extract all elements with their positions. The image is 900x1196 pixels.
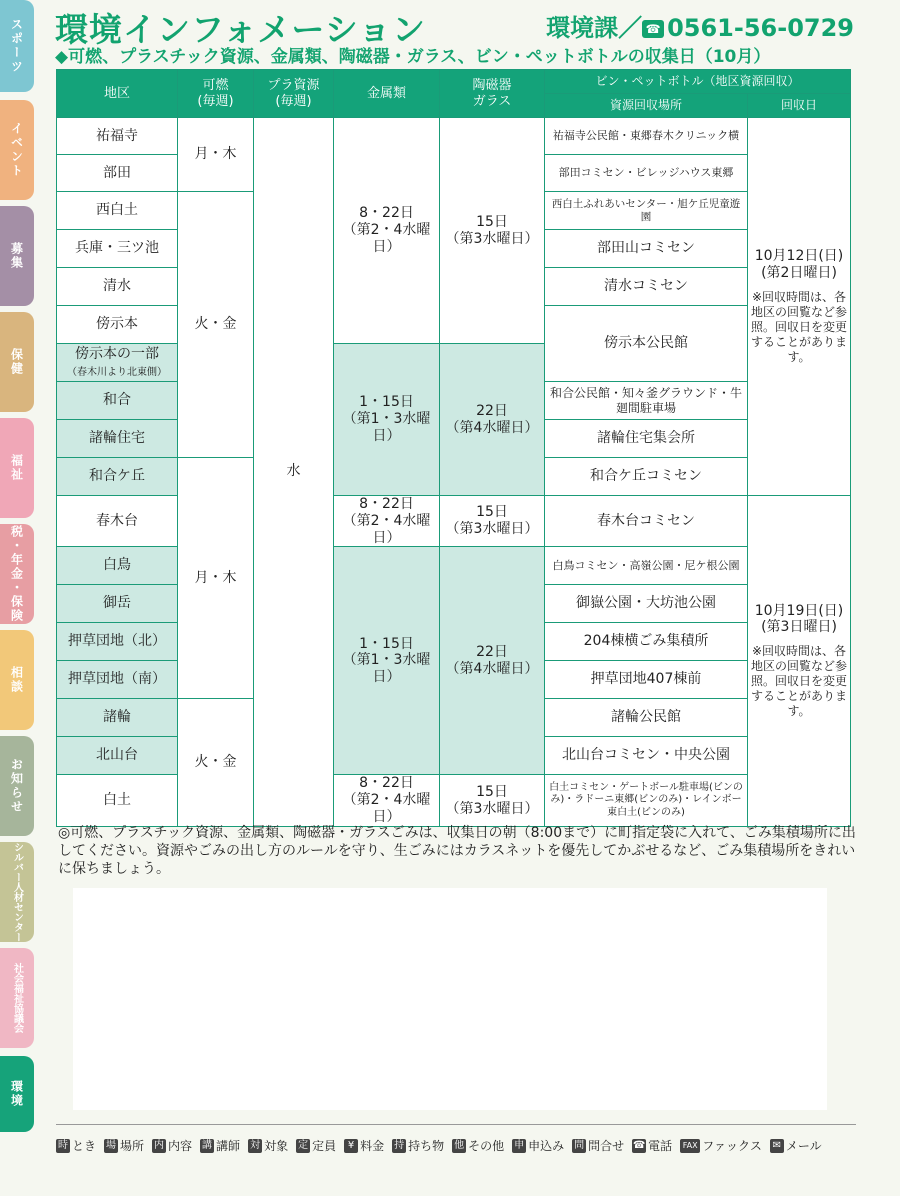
area-cell: 諸輪住宅 bbox=[57, 420, 178, 458]
sidebar-tab-label: 社会福祉協議会 bbox=[11, 963, 23, 1033]
ceramic-dates: 15日 bbox=[476, 504, 508, 521]
legend-item-fax bbox=[680, 1137, 762, 1154]
phone-icon: ☎ bbox=[632, 1139, 646, 1151]
metal-dates: 8・22日 bbox=[359, 496, 414, 512]
place-cell: 白鳥コミセン・高嶺公園・尼ケ根公園 bbox=[545, 547, 748, 585]
burnable-cell: 火・金 bbox=[178, 699, 254, 826]
legend-label: 持ち物 bbox=[408, 1139, 445, 1153]
content-icon: 内 bbox=[154, 1139, 165, 1151]
metal-weekdays: （第2・4水曜日） bbox=[342, 512, 431, 546]
area-cell: 西白土 bbox=[57, 192, 178, 230]
header-ceramic-glass: 陶磁器 ガラス bbox=[440, 70, 545, 118]
legend-label: とき bbox=[72, 1139, 97, 1153]
sidebar-tab-health[interactable] bbox=[0, 312, 34, 412]
sidebar-tab-label: 環境 bbox=[9, 1080, 24, 1108]
collection-day-cell bbox=[748, 496, 851, 827]
metal-weekdays: （第1・3水曜日） bbox=[342, 411, 431, 444]
metal-cell bbox=[334, 496, 440, 547]
legend-item-belongings bbox=[392, 1137, 444, 1154]
area-cell: 和合ケ丘 bbox=[57, 458, 178, 496]
blank-panel bbox=[73, 888, 827, 1110]
metal-dates: 8・22日 bbox=[359, 775, 414, 792]
legend-item-place bbox=[104, 1137, 144, 1154]
burnable-cell: 火・金 bbox=[178, 192, 254, 458]
area-cell: 白鳥 bbox=[57, 547, 178, 585]
header-bottle-place: 資源回収場所 bbox=[545, 94, 748, 118]
metal-weekdays: （第2・4水曜日） bbox=[342, 222, 431, 255]
legend-item-phone bbox=[632, 1137, 672, 1154]
ceramic-cell bbox=[440, 344, 545, 496]
sidebar-tab-label: スポーツ bbox=[9, 18, 24, 74]
legend-label: 内容 bbox=[168, 1139, 193, 1153]
collection-weekday: (第2日曜日) bbox=[761, 265, 837, 281]
legend-item-capacity bbox=[296, 1137, 336, 1154]
ceramic-weekdays: （第3水曜日） bbox=[445, 230, 539, 247]
header-bottle-day: 回収日 bbox=[748, 94, 851, 118]
place-cell: 御嶽公園・大坊池公園 bbox=[545, 585, 748, 623]
sidebar-tab-sports[interactable] bbox=[0, 0, 34, 92]
sidebar-tab-label: 福祉 bbox=[9, 454, 24, 482]
area-cell: 清水 bbox=[57, 268, 178, 306]
ceramic-dates: 22日 bbox=[476, 402, 508, 419]
sidebar-tab-consult[interactable] bbox=[0, 630, 34, 730]
metal-dates: 1・15日 bbox=[359, 394, 414, 411]
place-cell: 押草団地407棟前 bbox=[545, 661, 748, 699]
area-cell: 押草団地（南） bbox=[57, 661, 178, 699]
mail-icon: ✉ bbox=[770, 1139, 784, 1153]
metal-cell bbox=[334, 775, 440, 826]
ceramic-dates: 15日 bbox=[476, 783, 508, 800]
area-cell: 押草団地（北） bbox=[57, 623, 178, 661]
header-bottle-group: ビン・ペットボトル（地区資源回収） bbox=[545, 70, 851, 94]
disposal-rules-note: ◎可燃、プラスチック資源、金属類、陶磁器・ガラスごみは、収集日の朝（8:00まで）に町指定袋に入れて、ごみ集積場所に出してください。資源やごみの出し方のルールを守り、生ごみにはカラスネットを優先してかぶせるなど、ごみ集積場所をきれいに保ちましょう。 bbox=[58, 825, 856, 878]
ceramic-cell bbox=[440, 775, 545, 826]
burnable-cell: 月・木 bbox=[178, 118, 254, 192]
time-icon: 時 bbox=[58, 1139, 68, 1151]
area-cell: 傍示本 bbox=[57, 306, 178, 344]
place-cell: 西白土ふれあいセンター・旭ケ丘児童遊園 bbox=[545, 192, 748, 230]
place-cell: 諸輪公民館 bbox=[545, 699, 748, 737]
metal-cell bbox=[334, 344, 440, 496]
legend-label: 申込み bbox=[528, 1139, 565, 1153]
legend-label: ファックス bbox=[702, 1139, 762, 1153]
metal-weekdays: （第2・4水曜日） bbox=[342, 792, 431, 825]
area-cell: 部田 bbox=[57, 155, 178, 192]
legend-label: 対象 bbox=[264, 1139, 289, 1153]
legend-label: 場所 bbox=[120, 1139, 145, 1153]
ceramic-cell bbox=[440, 547, 545, 775]
sidebar-tab-environment[interactable] bbox=[0, 1056, 34, 1132]
place-cell: 北山台コミセン・中央公園 bbox=[545, 737, 748, 775]
collection-note: ※回収時間は、各地区の回覧など参照。回収日を変更することがあります。 bbox=[751, 289, 848, 364]
metal-dates: 1・15日 bbox=[359, 635, 414, 652]
metal-cell bbox=[334, 547, 440, 775]
sidebar-tab-label: 募集 bbox=[9, 242, 24, 270]
icon-legend bbox=[56, 1137, 856, 1154]
place-cell: 傍示本公民館 bbox=[545, 306, 748, 382]
metal-cell bbox=[334, 118, 440, 344]
legend-label: 定員 bbox=[312, 1139, 337, 1153]
sidebar-tab-label: 税・年金・保険 bbox=[9, 525, 24, 623]
other-icon: 他 bbox=[454, 1139, 465, 1151]
sidebar-tab-label: 相談 bbox=[9, 666, 24, 694]
ceramic-dates: 15日 bbox=[476, 213, 508, 230]
area-cell: 御岳 bbox=[57, 585, 178, 623]
collection-note: ※回収時間は、各地区の回覧など参照。回収日を変更することがあります。 bbox=[751, 644, 848, 719]
phone-icon: ☎ bbox=[642, 20, 664, 38]
collection-schedule-table bbox=[56, 69, 851, 827]
collection-date: 10月12日(日) bbox=[754, 248, 844, 265]
sidebar-tab-label: お知らせ bbox=[9, 758, 24, 814]
ceramic-weekdays: （第4水曜日） bbox=[445, 419, 539, 436]
divider bbox=[56, 1124, 856, 1125]
legend-label: メール bbox=[785, 1139, 822, 1153]
sidebar-tab-silver[interactable] bbox=[0, 842, 34, 942]
collection-day-cell bbox=[748, 118, 851, 496]
place-cell: 祐福寺公民館・東郷春木クリニック横 bbox=[545, 118, 748, 155]
area-name: 傍示本の一部 bbox=[75, 345, 159, 362]
department-name: 環境課／ bbox=[546, 14, 643, 42]
lecturer-icon: 講 bbox=[202, 1139, 213, 1151]
ceramic-weekdays: （第3水曜日） bbox=[445, 800, 539, 817]
fax-icon: FAX bbox=[680, 1139, 700, 1153]
capacity-icon: 定 bbox=[298, 1139, 309, 1151]
legend-label: 料金 bbox=[360, 1139, 385, 1153]
target-icon: 対 bbox=[250, 1139, 261, 1151]
legend-label: 問合せ bbox=[588, 1139, 625, 1153]
place-cell: 春木台コミセン bbox=[545, 496, 748, 547]
legend-label: 講師 bbox=[216, 1139, 241, 1153]
place-cell: 和合公民館・知々釜グラウンド・牛廻間駐車場 bbox=[545, 382, 748, 420]
department-contact bbox=[546, 8, 854, 43]
legend-item-inquiry bbox=[572, 1137, 624, 1154]
belongings-icon: 持 bbox=[394, 1139, 405, 1151]
area-cell: 祐福寺 bbox=[57, 118, 178, 155]
metal-weekdays: （第1・3水曜日） bbox=[342, 652, 431, 686]
sidebar-tab-events[interactable] bbox=[0, 100, 34, 200]
sidebar-tab-label: 保健 bbox=[9, 348, 24, 376]
ceramic-weekdays: （第4水曜日） bbox=[445, 660, 539, 677]
plastic-cell: 水 bbox=[254, 118, 334, 827]
legend-item-fee bbox=[344, 1137, 384, 1154]
area-cell: 諸輪 bbox=[57, 699, 178, 737]
sidebar-tab-council[interactable] bbox=[0, 948, 34, 1048]
area-subnote: （春木川より北東側） bbox=[67, 366, 167, 378]
sidebar-tab-welfare[interactable] bbox=[0, 418, 34, 518]
header-burnable: 可燃 (毎週) bbox=[178, 70, 254, 118]
place-icon: 場 bbox=[106, 1139, 117, 1151]
sidebar-tab-notice[interactable] bbox=[0, 736, 34, 836]
place-cell: 204棟横ごみ集積所 bbox=[545, 623, 748, 661]
header-metal: 金属類 bbox=[334, 70, 440, 118]
header-area: 地区 bbox=[57, 70, 178, 118]
burnable-cell: 月・木 bbox=[178, 458, 254, 699]
legend-item-time bbox=[56, 1137, 96, 1154]
legend-item-apply bbox=[512, 1137, 564, 1154]
place-cell: 部田山コミセン bbox=[545, 230, 748, 268]
sidebar-tab-tax[interactable] bbox=[0, 524, 34, 624]
ceramic-cell bbox=[440, 118, 545, 344]
sidebar-tab-label: シルバー人材センター bbox=[11, 842, 23, 942]
collection-date: 10月19日(日) bbox=[754, 602, 844, 619]
yen-icon: ¥ bbox=[344, 1139, 358, 1153]
area-cell: 兵庫・三ツ池 bbox=[57, 230, 178, 268]
ceramic-cell bbox=[440, 496, 545, 547]
legend-item-other bbox=[452, 1137, 504, 1154]
legend-label: その他 bbox=[468, 1139, 505, 1153]
ceramic-dates: 22日 bbox=[476, 644, 508, 661]
area-cell: 春木台 bbox=[57, 496, 178, 547]
place-cell: 清水コミセン bbox=[545, 268, 748, 306]
area-cell bbox=[57, 344, 178, 382]
page-title: 環境インフォメーション bbox=[55, 10, 427, 49]
area-cell: 白土 bbox=[57, 775, 178, 826]
legend-item-target bbox=[248, 1137, 288, 1154]
sidebar-tab-recruit[interactable] bbox=[0, 206, 34, 306]
apply-icon: 申 bbox=[514, 1139, 525, 1151]
place-cell: 白土コミセン・ゲートボール駐車場(ビンのみ)・ラドーニ東郷(ビンのみ)・レインボー東白土(ビンのみ) bbox=[545, 775, 748, 826]
sidebar-tab-label: イベント bbox=[9, 122, 24, 178]
place-cell: 和合ケ丘コミセン bbox=[545, 458, 748, 496]
place-cell: 諸輪住宅集会所 bbox=[545, 420, 748, 458]
place-cell: 部田コミセン・ビレッジハウス東郷 bbox=[545, 155, 748, 192]
ceramic-weekdays: （第3水曜日） bbox=[445, 521, 539, 538]
area-cell: 北山台 bbox=[57, 737, 178, 775]
area-cell: 和合 bbox=[57, 382, 178, 420]
metal-dates: 8・22日 bbox=[359, 205, 414, 222]
inquiry-icon: 問 bbox=[574, 1139, 585, 1151]
legend-item-mail bbox=[770, 1137, 822, 1154]
legend-item-content bbox=[152, 1137, 192, 1154]
phone-number[interactable]: 0561-56-0729 bbox=[667, 14, 854, 42]
collection-weekday: (第3日曜日) bbox=[761, 619, 837, 636]
header-plastic: プラ資源 (毎週) bbox=[254, 70, 334, 118]
legend-item-lecturer bbox=[200, 1137, 240, 1154]
legend-label: 電話 bbox=[648, 1139, 673, 1153]
schedule-subtitle: ◆可燃、プラスチック資源、金属類、陶磁器・ガラス、ビン・ペットボトルの収集日（10月） bbox=[55, 47, 771, 67]
